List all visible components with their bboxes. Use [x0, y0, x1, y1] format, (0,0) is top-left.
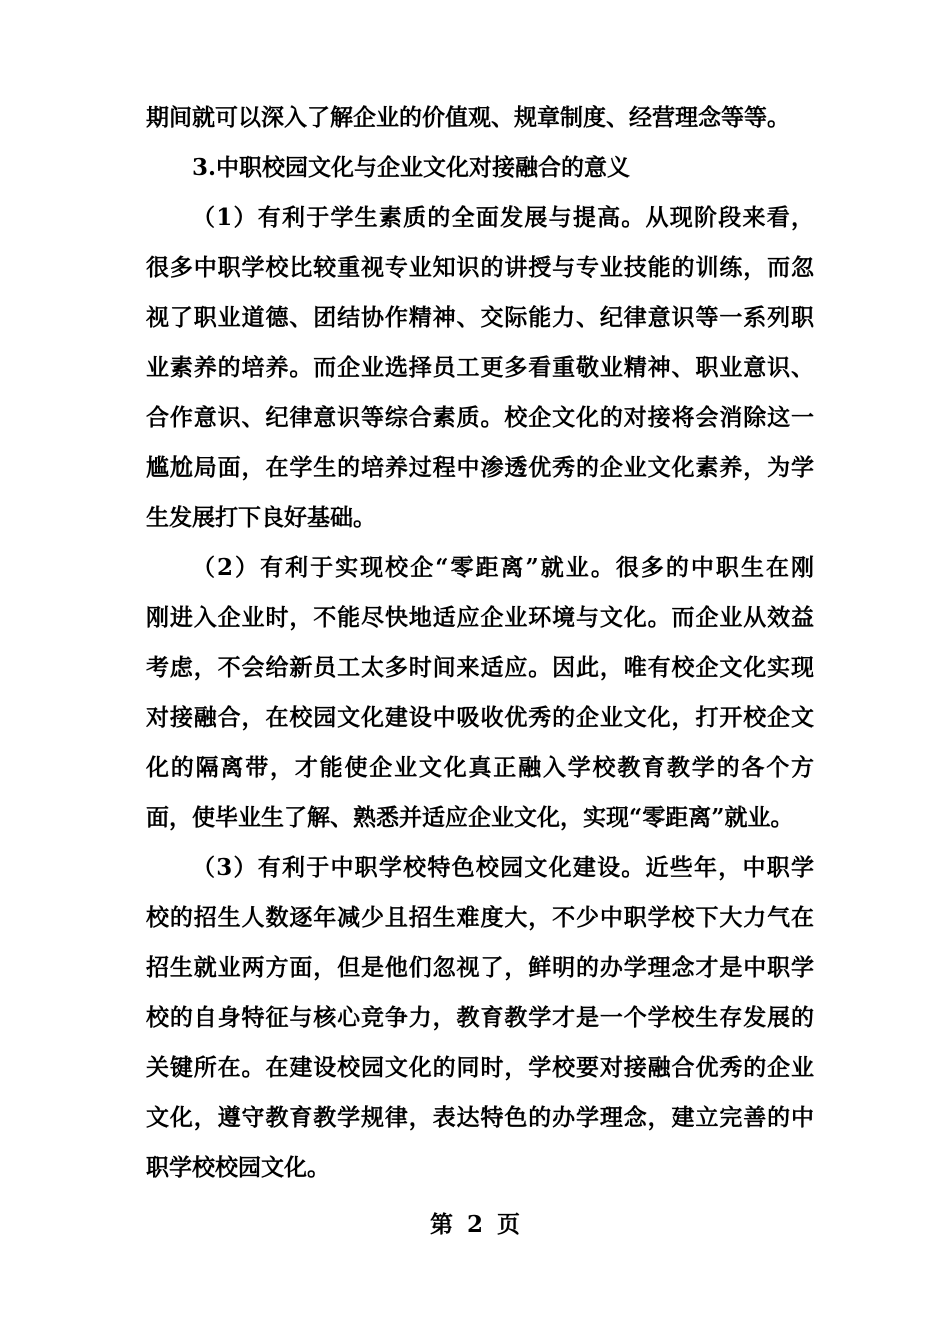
paragraph-line: 关键所在。在建设校园文化的同时，学校要对接融合优秀的企业 [146, 1054, 814, 1081]
paragraph-line: 面，使毕业生了解、熟悉并适应企业文化，实现“零距离”就业。 [146, 804, 794, 831]
paragraph-line: 校的招生人数逐年减少且招生难度大，不少中职学校下大力气在 [146, 904, 814, 931]
paragraph-line: 对接融合，在校园文化建设中吸收优秀的企业文化，打开校企文 [146, 704, 814, 731]
paragraph-line: 刚进入企业时，不能尽快地适应企业环境与文化。而企业从效益 [146, 604, 814, 631]
section-heading: 3.中职校园文化与企业文化对接融合的意义 [192, 154, 631, 181]
paragraph-line: 考虑，不会给新员工太多时间来适应。因此，唯有校企文化实现 [146, 654, 814, 681]
paragraph-line: 化的隔离带，才能使企业文化真正融入学校教育教学的各个方 [146, 754, 814, 781]
paragraph-line: 生发展打下良好基础。 [146, 504, 376, 531]
paragraph-line: 尴尬局面，在学生的培养过程中渗透优秀的企业文化素养，为学 [146, 454, 814, 481]
paragraph-line: 期间就可以深入了解企业的价值观、规章制度、经营理念等等。 [146, 104, 790, 131]
paragraph-line: 业素养的培养。而企业选择员工更多看重敬业精神、职业意识、 [146, 354, 814, 381]
paragraph-line: （1）有利于学生素质的全面发展与提高。从现阶段来看， [192, 204, 814, 231]
paragraph-line: 文化，遵守教育教学规律，表达特色的办学理念，建立完善的中 [146, 1104, 814, 1131]
paragraph-line: 招生就业两方面，但是他们忽视了，鲜明的办学理念才是中职学 [146, 954, 814, 981]
paragraph-line: 视了职业道德、团结协作精神、交际能力、纪律意识等一系列职 [146, 304, 814, 331]
paragraph-line: 很多中职学校比较重视专业知识的讲授与专业技能的训练，而忽 [146, 254, 814, 281]
page-number: 第 2 页 [429, 1211, 521, 1238]
paragraph-line: 合作意识、纪律意识等综合素质。校企文化的对接将会消除这一 [146, 404, 814, 431]
paragraph-line: （2）有利于实现校企“零距离”就业。很多的中职生在刚 [192, 554, 814, 581]
paragraph-line: 职学校校园文化。 [146, 1154, 330, 1181]
paragraph-line: （3）有利于中职学校特色校园文化建设。近些年，中职学 [192, 854, 814, 881]
paragraph-line: 校的自身特征与核心竞争力，教育教学才是一个学校生存发展的 [146, 1004, 814, 1031]
